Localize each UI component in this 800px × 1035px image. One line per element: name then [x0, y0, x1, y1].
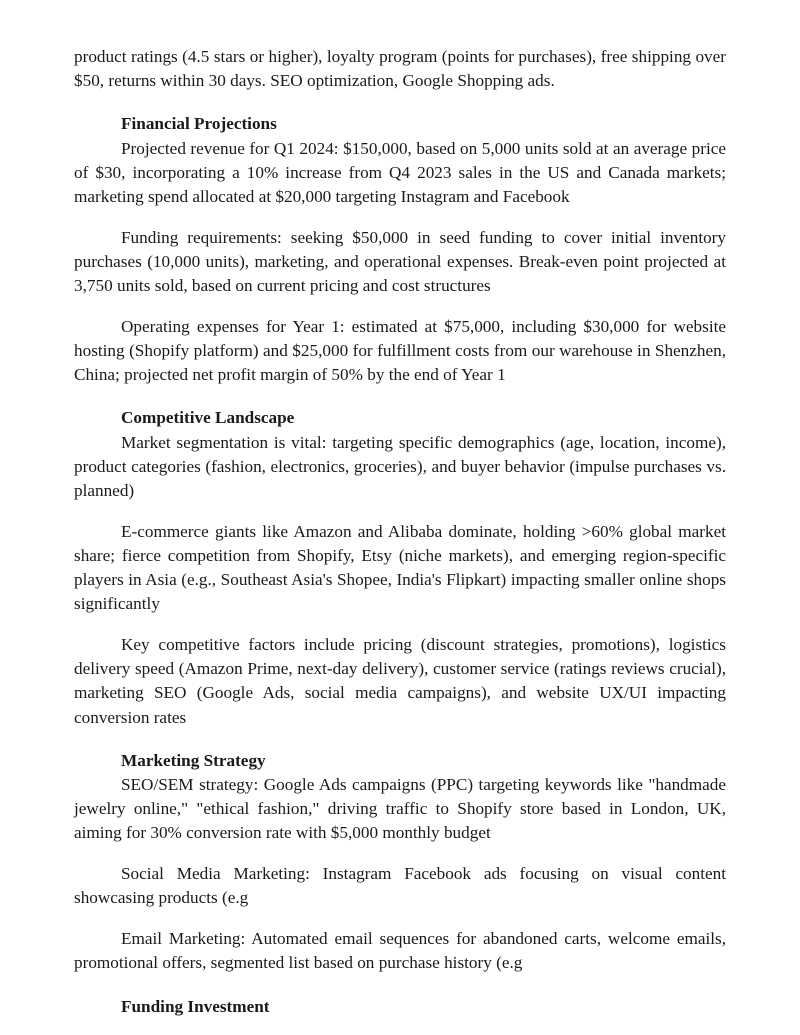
- intro-paragraph: product ratings (4.5 stars or higher), loyalty program (points for purchases), free shipping over $50, returns within 30 days. SEO optimization, Google Shopping ads.: [74, 47, 726, 91]
- paragraph: Email Marketing: Automated email sequences for abandoned carts, welcome emails, promotional offers, segmented list based on purchase history (e.g: [74, 929, 726, 973]
- paragraph: Key competitive factors include pricing (discount strategies, promotions), logistics delivery speed (Amazon Prime, next-day delivery), customer service (ratings reviews crucial), marketing SEO (Google Ads, social media campaigns), and website UX/UI impacting conversion rates: [74, 635, 726, 727]
- paragraph: Operating expenses for Year 1: estimated at $75,000, including $30,000 for website hosting (Shopify platform) and $25,000 for fulfillment costs from our warehouse in Shenzhen, China; projected net profit margin of 50% by the end of Year 1: [74, 316, 726, 385]
- heading-marketing-strategy: Marketing Strategy: [121, 750, 266, 770]
- paragraph: SEO/SEM strategy: Google Ads campaigns (PPC) targeting keywords like "handmade jewelry online," "ethical fashion," driving traffic to Shopify store based in London, UK, aiming for 30% conversion rate with $5,000 monthly budget: [74, 775, 726, 843]
- heading-financial-projections: Financial Projections: [121, 114, 277, 134]
- paragraph: Market segmentation is vital: targeting specific demographics (age, location, income), product categories (fashion, electronics, groceries), and buyer behavior (impulse purchases vs. planned): [74, 432, 726, 501]
- paragraph: Funding requirements: seeking $50,000 in seed funding to cover initial inventory purchases (10,000 units), marketing, and operational expenses. Break-even point projected at 3,750 units sold, based on current pricing and cost structures: [74, 227, 726, 296]
- paragraph: E-commerce giants like Amazon and Alibaba dominate, holding >60% global market share; fierce competition from Shopify, Etsy (niche markets), and emerging region-specific players in Asia (e.g., Southeast Asia's Shopee, India's Flipkart) impacting smaller online shops significantly: [74, 521, 726, 614]
- heading-competitive-landscape: Competitive Landscape: [121, 408, 295, 428]
- document-page: [74, 45, 726, 1019]
- heading-funding-investment: Funding Investment: [121, 996, 270, 1016]
- paragraph: Projected revenue for Q1 2024: $150,000, based on 5,000 units sold at an average price of $30, incorporating a 10% increase from Q4 2023 sales in the US and Canada markets; marketing spend allocated at $20,000 targeting Instagram and Facebook: [74, 138, 726, 207]
- paragraph: Social Media Marketing: Instagram Facebook ads focusing on visual content showcasing products (e.g: [74, 864, 726, 908]
